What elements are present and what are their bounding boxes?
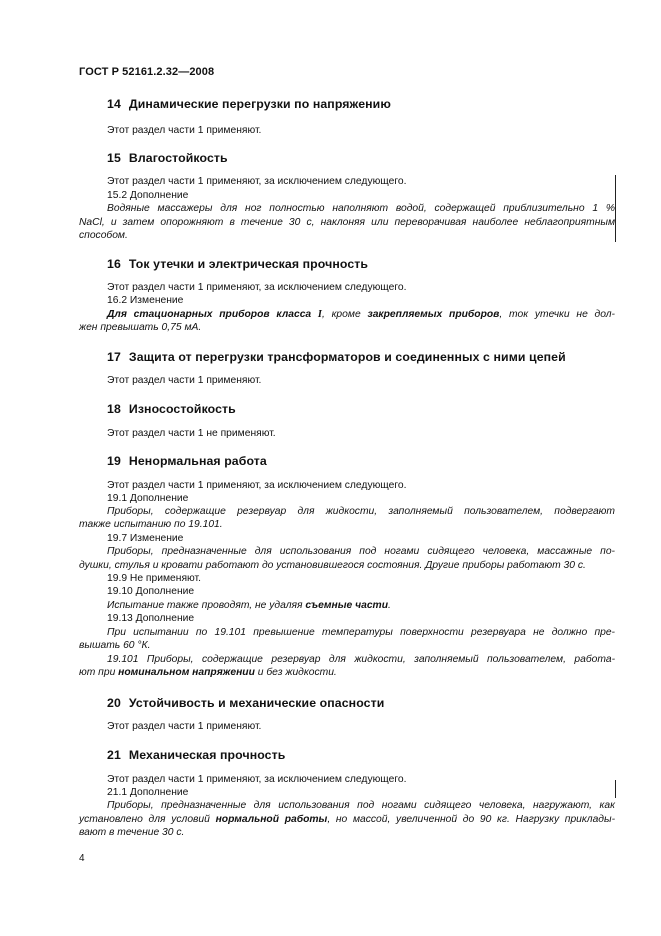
text-line: способом. xyxy=(79,230,128,241)
text-line: Для стационарных приборов класса I, кроме закрепляемых приборов, ток утечки не дол- xyxy=(107,309,615,320)
section-20-heading xyxy=(107,696,384,710)
change-bar xyxy=(615,780,616,798)
section-number: 20 xyxy=(107,696,121,710)
text-line: Приборы, предназначенные для использования под ногами сидящего человека, массажные по- xyxy=(107,546,615,557)
page-number: 4 xyxy=(79,853,85,864)
subsection-label: 21.1 Дополнение xyxy=(107,787,189,798)
section-21-heading xyxy=(107,748,285,762)
paragraph: Этот раздел части 1 применяют, за исключением следующего. xyxy=(107,176,407,187)
text-line: также испытанию по 19.101. xyxy=(79,519,223,530)
text-line: вают в течение 30 с. xyxy=(79,827,185,838)
paragraph: Этот раздел части 1 применяют. xyxy=(107,721,262,732)
section-number: 19 xyxy=(107,454,121,468)
text-line: Приборы, предназначенные для использования под ногами сидящего человека, нагружают, как xyxy=(107,800,615,811)
text-line: Испытание также проводят, не удаляя съемные части. xyxy=(107,600,391,611)
section-number: 14 xyxy=(107,97,121,111)
section-title: Износостойкость xyxy=(128,402,236,416)
section-title: Механическая прочность xyxy=(128,748,286,762)
paragraph: Этот раздел части 1 применяют. xyxy=(107,375,262,386)
section-number: 16 xyxy=(107,257,121,271)
subsection-label: 19.9 Не применяют. xyxy=(107,573,201,584)
text-line: установлено для условий нормальной работы, но массой, увеличенной до 90 кг. Нагрузку приклады- xyxy=(79,814,615,825)
subsection-label: 19.1 Дополнение xyxy=(107,493,189,504)
text-line: Приборы, содержащие резервуар для жидкости, заполняемый пользователем, подвергают xyxy=(107,506,615,517)
paragraph: Этот раздел части 1 применяют. xyxy=(107,125,262,136)
paragraph: Этот раздел части 1 применяют, за исключением следующего. xyxy=(107,282,407,293)
text-line: ют при номинальном напряжении и без жидкости. xyxy=(79,667,337,678)
section-17-heading xyxy=(107,350,566,364)
section-title: Устойчивость и механические опасности xyxy=(128,696,385,710)
section-19-heading xyxy=(107,454,267,468)
section-number: 15 xyxy=(107,151,121,165)
section-title: Ненормальная работа xyxy=(128,454,267,468)
section-16-heading xyxy=(107,257,368,271)
section-14-heading xyxy=(107,97,391,111)
subsection-label: 19.7 Изменение xyxy=(107,533,184,544)
text-line: 19.101 Приборы, содержащие резервуар для жидкости, заполняемый пользователем, работа- xyxy=(107,654,615,665)
subsection-label: 16.2 Изменение xyxy=(107,295,184,306)
paragraph: Этот раздел части 1 применяют, за исключением следующего. xyxy=(107,480,407,491)
section-title: Ток утечки и электрическая прочность xyxy=(128,257,369,271)
paragraph: Этот раздел части 1 применяют, за исключением следующего. xyxy=(107,774,407,785)
section-number: 21 xyxy=(107,748,121,762)
text-line: NaCl, и затем опорожняют в течение 30 с, наклоняя или переворачивая наиболее неблагоприятным xyxy=(79,217,615,228)
section-number: 18 xyxy=(107,402,121,416)
text-line: душки, стулья и кровати работают до установившегося состояния. Другие приборы работают 30 с. xyxy=(79,560,586,571)
text-line: жен превышать 0,75 мА. xyxy=(79,322,202,333)
change-bar xyxy=(615,175,616,242)
section-number: 17 xyxy=(107,350,121,364)
text-line: вышать 60 °К. xyxy=(79,640,151,651)
section-title: Динамические перегрузки по напряжению xyxy=(128,97,391,111)
document-header: ГОСТ Р 52161.2.32—2008 xyxy=(79,66,215,78)
section-15-heading xyxy=(107,151,228,165)
text-line: При испытании по 19.101 превышение температуры поверхности резервуара не должно пре- xyxy=(107,627,615,638)
subsection-label: 15.2 Дополнение xyxy=(107,190,189,201)
subsection-label: 19.10 Дополнение xyxy=(107,586,195,597)
subsection-label: 19.13 Дополнение xyxy=(107,613,195,624)
section-title: Влагостойкость xyxy=(128,151,228,165)
section-title: Защита от перегрузки трансформаторов и соединенных с ними цепей xyxy=(128,350,566,364)
section-18-heading xyxy=(107,402,236,416)
paragraph: Этот раздел части 1 не применяют. xyxy=(107,428,276,439)
text-line: Водяные массажеры для ног полностью наполняют водой, содержащей приблизительно 1 % xyxy=(107,203,615,214)
